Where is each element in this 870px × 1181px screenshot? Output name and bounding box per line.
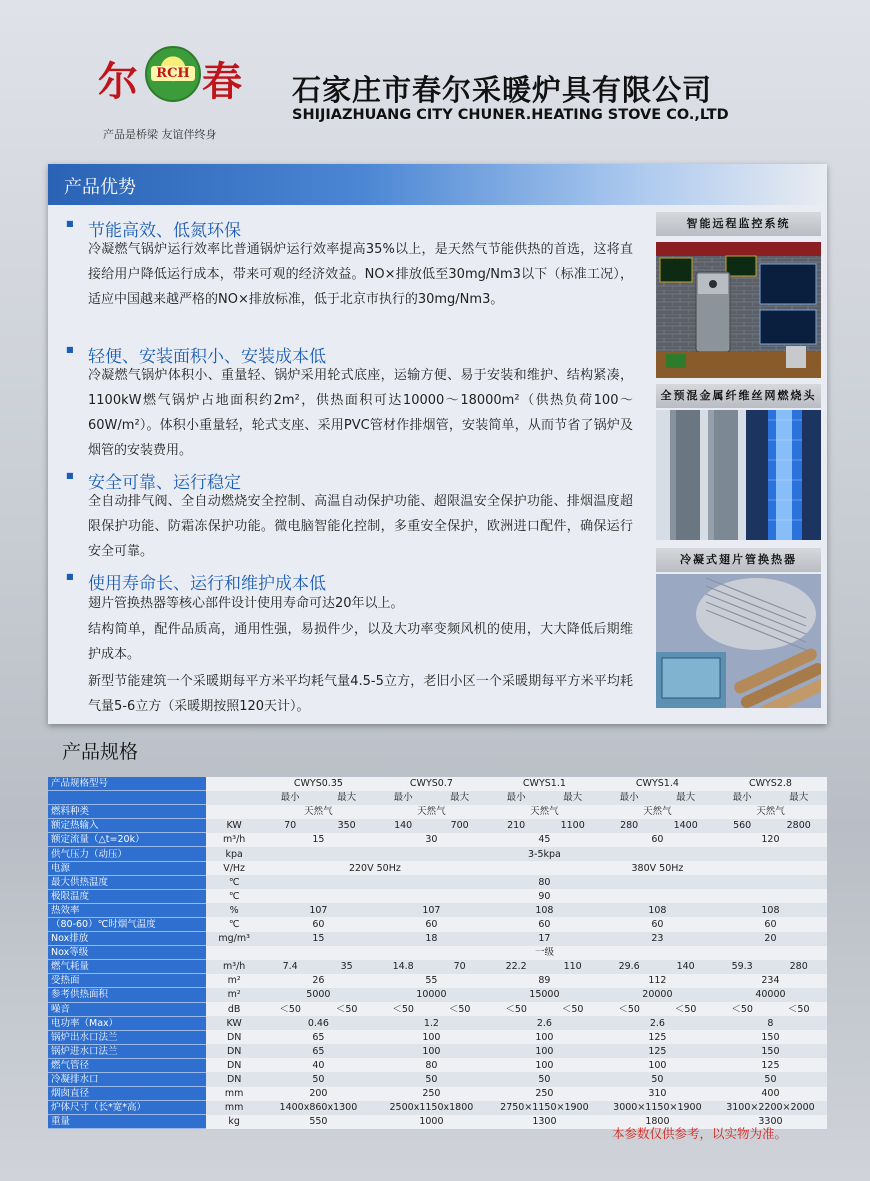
spec-label: Nox排放 <box>48 932 206 946</box>
spec-label: 重量 <box>48 1115 206 1129</box>
spec-value: 8 <box>714 1016 827 1030</box>
spec-note: 本参数仅供参考，以实物为准。 <box>612 1126 788 1141</box>
spec-value: 23 <box>601 932 714 946</box>
spec-unit: DN <box>206 1044 261 1058</box>
min-label: 最小 <box>601 791 658 805</box>
max-label: 最大 <box>318 791 375 805</box>
spec-value-min: 14.8 <box>375 960 432 974</box>
spec-row <box>48 946 827 960</box>
spec-table <box>48 777 827 1129</box>
spec-row <box>48 917 827 931</box>
spec-row <box>48 1087 827 1101</box>
spec-row <box>48 1044 827 1058</box>
spec-value: 3300 <box>714 1115 827 1129</box>
spec-value: 108 <box>714 903 827 917</box>
spec-label: 燃气耗量 <box>48 960 206 974</box>
spec-value: 50 <box>262 1072 375 1086</box>
monitor-system-image <box>656 242 821 378</box>
spec-value: 100 <box>375 1030 488 1044</box>
spec-value: 107 <box>262 903 375 917</box>
spec-value: 80 <box>262 875 827 889</box>
spec-label: 锅炉进水口法兰 <box>48 1044 206 1058</box>
header <box>0 0 870 160</box>
spec-value-max: 2800 <box>770 819 827 833</box>
spec-value: 50 <box>488 1072 601 1086</box>
model-name: CWYS0.7 <box>375 777 488 791</box>
tagline: 产品是桥梁 友谊伴终身 <box>103 128 217 141</box>
spec-row <box>48 974 827 988</box>
spec-value-max: 110 <box>544 960 601 974</box>
spec-value: 17 <box>488 932 601 946</box>
spec-value: 380V 50Hz <box>488 861 827 875</box>
spec-value: 2750×1150×1900 <box>488 1101 601 1115</box>
spec-value: 5000 <box>262 988 375 1002</box>
spec-value: 107 <box>375 903 488 917</box>
advantages-panel <box>48 164 827 724</box>
max-label: 最大 <box>431 791 488 805</box>
spec-label: 电功率（Max） <box>48 1016 206 1030</box>
spec-value: 150 <box>714 1044 827 1058</box>
spec-value-min: 210 <box>488 819 545 833</box>
model-name: CWYS0.35 <box>262 777 375 791</box>
spec-value: 60 <box>262 917 375 931</box>
spec-value-max: 35 <box>318 960 375 974</box>
spec-value-min: 140 <box>375 819 432 833</box>
spec-value: 50 <box>714 1072 827 1086</box>
spec-unit: DN <box>206 1072 261 1086</box>
advantages-heading-bar <box>48 164 827 205</box>
spec-value-min: ＜50 <box>262 1002 319 1016</box>
company-name-en: SHIJIAZHUANG CITY CHUNER.HEATING STOVE CO.,LTD <box>292 107 729 123</box>
spec-unit: m² <box>206 988 261 1002</box>
spec-row <box>48 889 827 903</box>
max-label: 最大 <box>544 791 601 805</box>
spec-value: 26 <box>262 974 375 988</box>
spec-unit: m² <box>206 974 261 988</box>
section-text-energy: 冷凝燃气锅炉运行效率比普通锅炉运行效率提高35%以上，是天然气节能供热的首选，这将直接给用户降低运行成本，带来可观的经济效益。NO×排放低至30mg/Nm3以下（标准工况），适应中国越来越严格的NO×排放标准，低于北京市执行的30mg/Nm3。 <box>88 242 633 307</box>
spec-value-min: 560 <box>714 819 771 833</box>
spec-value: 2.6 <box>488 1016 601 1030</box>
spec-value: 天然气 <box>601 805 714 819</box>
logo-char-right: 春 <box>202 58 242 105</box>
spec-value: 60 <box>601 917 714 931</box>
spec-unit: ℃ <box>206 889 261 903</box>
spec-value: 80 <box>375 1058 488 1072</box>
spec-label: 最大供热温度 <box>48 875 206 889</box>
spec-row <box>48 833 827 847</box>
spec-label: 锅炉出水口法兰 <box>48 1030 206 1044</box>
spec-value-max: 1400 <box>657 819 714 833</box>
spec-row <box>48 1101 827 1115</box>
spec-label: 受热面 <box>48 974 206 988</box>
section-title-install: ■ 轻便、安装面积小、安装成本低 <box>88 342 326 367</box>
spec-unit: m³/h <box>206 960 261 974</box>
section-text-lifespan-1: 翅片管换热器等核心部件设计使用寿命可达20年以上。 <box>88 596 404 611</box>
spec-value: 200 <box>262 1087 375 1101</box>
spec-value-max: ＜50 <box>318 1002 375 1016</box>
spec-unit: kg <box>206 1115 261 1129</box>
spec-value: 250 <box>375 1087 488 1101</box>
spec-value-max: 280 <box>770 960 827 974</box>
advantages-heading: 产品优势 <box>64 177 136 198</box>
spec-row <box>48 1016 827 1030</box>
min-label: 最小 <box>488 791 545 805</box>
spec-unit: mg/m³ <box>206 932 261 946</box>
spec-value: 40 <box>262 1058 375 1072</box>
spec-unit: % <box>206 903 261 917</box>
section-text-lifespan-2: 结构简单，配件品质高，通用性强，易损件少，以及大功率变频风机的使用，大大降低后期维护成本。 <box>88 622 633 662</box>
model-name: CWYS1.1 <box>488 777 601 791</box>
spec-unit <box>206 777 261 791</box>
max-label: 最大 <box>770 791 827 805</box>
spec-label: 热效率 <box>48 903 206 917</box>
spec-value: 1000 <box>375 1115 488 1129</box>
spec-value: 220V 50Hz <box>262 861 488 875</box>
spec-value: 15 <box>262 932 375 946</box>
spec-value-min: 22.2 <box>488 960 545 974</box>
spec-unit: KW <box>206 1016 261 1030</box>
logo-badge <box>145 46 201 102</box>
section-text-install: 冷凝燃气锅炉体积小、重量轻、锅炉采用轮式底座，运输方便、易于安装和维护、结构紧凑，1100kW燃气锅炉占地面积约2m²，供热面积可达10000～18000m²（供热负荷100～60W/m²）。体积小重量轻，轮式支座、采用PVC管材作排烟管，安装简单，从而节省了锅炉及烟管的安装费用。 <box>88 368 633 458</box>
spec-value: 18 <box>375 932 488 946</box>
spec-unit: KW <box>206 819 261 833</box>
spec-label: （80-60）℃时烟气温度 <box>48 917 206 931</box>
spec-value: 1400x860x1300 <box>262 1101 375 1115</box>
spec-value: 3100×2200×2000 <box>714 1101 827 1115</box>
brand-logo <box>98 42 248 105</box>
spec-value-max: ＜50 <box>431 1002 488 1016</box>
spec-row <box>48 1002 827 1016</box>
spec-table-body <box>48 777 827 1129</box>
spec-value-min: ＜50 <box>714 1002 771 1016</box>
spec-value: 125 <box>714 1058 827 1072</box>
section-text-safety: 全自动排气阀、全自动燃烧安全控制、高温自动保护功能、超限温安全保护功能、排烟温度超限保护功能、防霜冻保护功能。微电脑智能化控制，多重安全保护，欧洲进口配件，确保运行安全可靠。 <box>88 494 633 559</box>
spec-value: 一级 <box>262 946 827 960</box>
spec-value: 2.6 <box>601 1016 714 1030</box>
model-name: CWYS2.8 <box>714 777 827 791</box>
spec-value: 3-5kpa <box>262 847 827 861</box>
spec-label: 电源 <box>48 861 206 875</box>
spec-row <box>48 960 827 974</box>
spec-unit: kpa <box>206 847 261 861</box>
spec-label: 供气压力（动压） <box>48 847 206 861</box>
spec-label: 烟囱直径 <box>48 1087 206 1101</box>
spec-value: 40000 <box>714 988 827 1002</box>
spec-unit: m³/h <box>206 833 261 847</box>
spec-unit: DN <box>206 1058 261 1072</box>
spec-value: 150 <box>714 1030 827 1044</box>
spec-label: 极限温度 <box>48 889 206 903</box>
spec-label: 额定热输入 <box>48 819 206 833</box>
spec-value: 108 <box>601 903 714 917</box>
min-label: 最小 <box>262 791 319 805</box>
spec-value: 2500x1150x1800 <box>375 1101 488 1115</box>
spec-value: 30 <box>375 833 488 847</box>
spec-value-min: 70 <box>262 819 319 833</box>
spec-label: 燃气管径 <box>48 1058 206 1072</box>
spec-unit: dB <box>206 1002 261 1016</box>
spec-label: Nox等级 <box>48 946 206 960</box>
spec-row <box>48 861 827 875</box>
logo-char-left: 尔 <box>98 58 138 105</box>
side-label-burner: 全预混金属纤维丝网燃烧头 <box>656 384 821 408</box>
monitor-illustration <box>656 242 821 378</box>
spec-row <box>48 847 827 861</box>
spec-label: 噪音 <box>48 1002 206 1016</box>
specs-heading: 产品规格 <box>62 741 139 763</box>
spec-label: 额定流量（△t=20k） <box>48 833 206 847</box>
spec-value: 15000 <box>488 988 601 1002</box>
spec-value: 50 <box>601 1072 714 1086</box>
side-label-exchanger: 冷凝式翅片管换热器 <box>656 548 821 572</box>
spec-value-min: ＜50 <box>375 1002 432 1016</box>
spec-label: 炉体尺寸（长*宽*高） <box>48 1101 206 1115</box>
spec-value: 120 <box>714 833 827 847</box>
section-title-energy: ■ 节能高效、低氮环保 <box>88 216 241 241</box>
spec-value: 108 <box>488 903 601 917</box>
spec-value: 60 <box>375 917 488 931</box>
min-label: 最小 <box>375 791 432 805</box>
spec-value: 天然气 <box>375 805 488 819</box>
spec-row-minmax <box>48 791 827 805</box>
spec-label: 产品规格型号 <box>48 777 206 791</box>
spec-row <box>48 1072 827 1086</box>
spec-row <box>48 875 827 889</box>
spec-value-min: ＜50 <box>488 1002 545 1016</box>
spec-value-min: 7.4 <box>262 960 319 974</box>
side-label-monitor: 智能远程监控系统 <box>656 212 821 236</box>
spec-value: 550 <box>262 1115 375 1129</box>
spec-value-min: 280 <box>601 819 658 833</box>
spec-value: 100 <box>488 1044 601 1058</box>
spec-value: 20000 <box>601 988 714 1002</box>
spec-value: 125 <box>601 1044 714 1058</box>
spec-row <box>48 988 827 1002</box>
spec-value: 65 <box>262 1030 375 1044</box>
spec-value: 234 <box>714 974 827 988</box>
min-label: 最小 <box>714 791 771 805</box>
spec-value: 250 <box>488 1087 601 1101</box>
company-name-cn: 石家庄市春尔采暖炉具有限公司 <box>292 73 713 107</box>
spec-value-max: 700 <box>431 819 488 833</box>
spec-row <box>48 819 827 833</box>
spec-value: 310 <box>601 1087 714 1101</box>
spec-value-min: 59.3 <box>714 960 771 974</box>
spec-value: 0.46 <box>262 1016 375 1030</box>
spec-value: 10000 <box>375 988 488 1002</box>
spec-value: 1800 <box>601 1115 714 1129</box>
spec-value: 天然气 <box>262 805 375 819</box>
spec-value: 100 <box>601 1058 714 1072</box>
spec-value: 90 <box>262 889 827 903</box>
spec-label <box>48 791 206 805</box>
spec-unit: V/Hz <box>206 861 261 875</box>
spec-unit: mm <box>206 1101 261 1115</box>
spec-value: 20 <box>714 932 827 946</box>
section-title-lifespan: ■ 使用寿命长、运行和维护成本低 <box>88 569 326 594</box>
spec-value-max: ＜50 <box>544 1002 601 1016</box>
spec-value: 65 <box>262 1044 375 1058</box>
burner-illustration <box>656 410 821 540</box>
section-text-lifespan-3: 新型节能建筑一个采暖期每平方米平均耗气量4.5-5立方，老旧小区一个采暖期每平方米平均耗气量5-6立方（采暖期按照120天计）。 <box>88 674 633 714</box>
heat-exchanger-image <box>656 574 821 708</box>
spec-value-max: ＜50 <box>657 1002 714 1016</box>
model-name: CWYS1.4 <box>601 777 714 791</box>
spec-unit <box>206 791 261 805</box>
spec-unit <box>206 946 261 960</box>
spec-value: 1.2 <box>375 1016 488 1030</box>
spec-row <box>48 805 827 819</box>
spec-value-min: 29.6 <box>601 960 658 974</box>
section-title-safety: ■ 安全可靠、运行稳定 <box>88 468 241 493</box>
spec-value: 89 <box>488 974 601 988</box>
spec-value: 100 <box>488 1058 601 1072</box>
spec-unit: ℃ <box>206 917 261 931</box>
spec-value-max: 1100 <box>544 819 601 833</box>
spec-value: 天然气 <box>714 805 827 819</box>
spec-unit: ℃ <box>206 875 261 889</box>
spec-value: 天然气 <box>488 805 601 819</box>
spec-value: 100 <box>488 1030 601 1044</box>
spec-row-models <box>48 777 827 791</box>
spec-row <box>48 903 827 917</box>
spec-value: 125 <box>601 1030 714 1044</box>
spec-value: 45 <box>488 833 601 847</box>
spec-value: 15 <box>262 833 375 847</box>
spec-value: 50 <box>375 1072 488 1086</box>
spec-value: 400 <box>714 1087 827 1101</box>
spec-value: 55 <box>375 974 488 988</box>
spec-label: 冷凝排水口 <box>48 1072 206 1086</box>
spec-value-max: 70 <box>431 960 488 974</box>
spec-unit: DN <box>206 1030 261 1044</box>
spec-unit <box>206 805 261 819</box>
spec-value: 60 <box>601 833 714 847</box>
spec-value-max: 350 <box>318 819 375 833</box>
spec-row <box>48 1030 827 1044</box>
spec-value: 60 <box>714 917 827 931</box>
spec-value-max: 140 <box>657 960 714 974</box>
spec-value: 100 <box>375 1044 488 1058</box>
logo-badge-text: RCH <box>151 66 195 81</box>
spec-value: 3000×1150×1900 <box>601 1101 714 1115</box>
spec-row <box>48 932 827 946</box>
spec-value-min: ＜50 <box>601 1002 658 1016</box>
spec-row <box>48 1058 827 1072</box>
spec-value: 60 <box>488 917 601 931</box>
burner-image <box>656 410 821 540</box>
exchanger-illustration <box>656 574 821 708</box>
spec-value: 1300 <box>488 1115 601 1129</box>
spec-unit: mm <box>206 1087 261 1101</box>
spec-value-max: ＜50 <box>770 1002 827 1016</box>
max-label: 最大 <box>657 791 714 805</box>
spec-label: 燃料种类 <box>48 805 206 819</box>
spec-value: 112 <box>601 974 714 988</box>
spec-label: 参考供热面积 <box>48 988 206 1002</box>
